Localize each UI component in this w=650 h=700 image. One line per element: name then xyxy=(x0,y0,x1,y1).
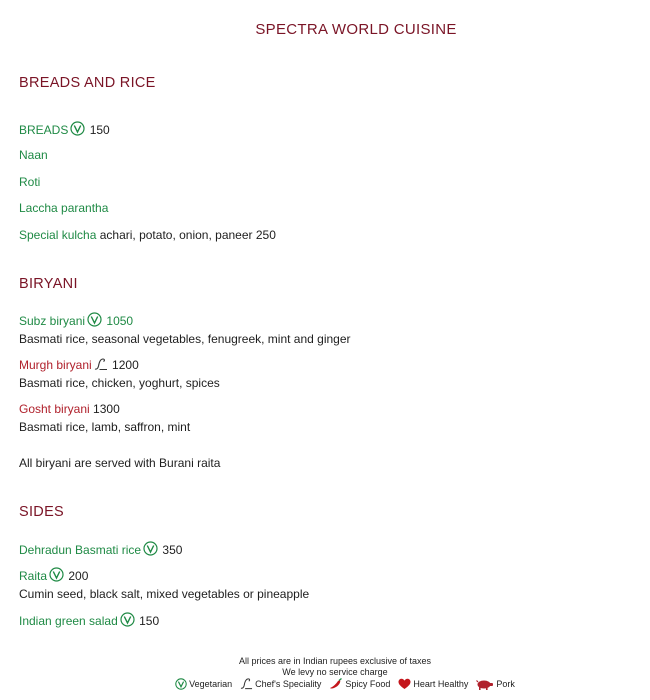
item-price: 150 xyxy=(139,614,160,628)
section-heading-biryani: BIRYANI xyxy=(19,276,78,292)
legend-chef-speciality xyxy=(240,678,321,690)
menu-item-subz-biryani xyxy=(19,312,133,329)
item-price: 200 xyxy=(68,569,89,583)
menu-title: SPECTRA WORLD CUISINE xyxy=(255,21,457,38)
menu-item-special-kulcha xyxy=(19,227,276,243)
section-heading-breads-rice: BREADS AND RICE xyxy=(19,75,156,91)
heart-icon xyxy=(398,678,411,690)
menu-item-indian-green-salad xyxy=(19,612,159,629)
item-description-raita: Cumin seed, black salt, mixed vegetables or pineapple xyxy=(19,587,310,601)
veg-icon xyxy=(87,312,102,327)
menu-item-naan: Naan xyxy=(19,148,48,162)
legend-spicy-food xyxy=(329,678,390,690)
item-name: Special kulcha xyxy=(19,228,97,242)
veg-icon xyxy=(175,678,187,690)
item-name: Subz biryani xyxy=(19,314,86,328)
legend-label: Vegetarian xyxy=(189,679,233,689)
item-price: 350 xyxy=(162,543,183,557)
menu-item-dehradun-basmati-rice xyxy=(19,541,182,558)
menu-item-laccha-parantha: Laccha parantha xyxy=(19,201,109,215)
item-name: Indian green salad xyxy=(19,614,118,628)
item-price: 1200 xyxy=(112,358,139,372)
item-description-murgh-biryani: Basmati rice, chicken, yoghurt, spices xyxy=(19,376,220,390)
menu-item-gosht-biryani xyxy=(19,401,120,417)
item-description-subz-biryani: Basmati rice, seasonal vegetables, fenugreek, mint and ginger xyxy=(19,332,351,346)
veg-icon xyxy=(49,567,64,582)
footer-legend xyxy=(0,678,650,690)
item-name: Gosht biryani xyxy=(19,402,90,416)
legend-label: Heart Healthy xyxy=(413,679,469,689)
item-description: achari, potato, onion, paneer 250 xyxy=(99,228,276,242)
item-name: Raita xyxy=(19,569,48,583)
item-name: BREADS xyxy=(19,123,69,137)
legend-vegetarian xyxy=(175,678,232,690)
legend-label: Pork xyxy=(496,679,515,689)
legend-label: Spicy Food xyxy=(345,679,391,689)
veg-icon xyxy=(143,541,158,556)
footer-service-note: We levy no service charge xyxy=(282,667,388,677)
menu-item-breads xyxy=(19,121,110,138)
item-name: Dehradun Basmati rice xyxy=(19,543,142,557)
chef-speciality-icon xyxy=(240,678,253,690)
menu-item-murgh-biryani xyxy=(19,357,139,373)
pork-icon xyxy=(476,679,494,690)
legend-heart-healthy xyxy=(398,678,468,690)
section-heading-sides: SIDES xyxy=(19,504,65,520)
legend-label: Chef's Speciality xyxy=(255,679,322,689)
legend-pork xyxy=(476,679,515,690)
item-price: 1050 xyxy=(106,314,134,328)
biryani-note: All biryani are served with Burani raita xyxy=(19,456,221,470)
chef-speciality-icon xyxy=(94,358,108,371)
veg-icon xyxy=(120,612,135,627)
item-price: 1300 xyxy=(93,402,120,416)
menu-item-raita xyxy=(19,567,88,584)
footer-tax-note: All prices are in Indian rupees exclusive of taxes xyxy=(238,656,432,666)
menu-item-roti: Roti xyxy=(19,175,41,189)
spicy-icon xyxy=(329,678,343,690)
item-description-gosht-biryani: Basmati rice, lamb, saffron, mint xyxy=(19,420,191,434)
item-price: 150 xyxy=(89,123,110,137)
veg-icon xyxy=(70,121,85,136)
item-name: Murgh biryani xyxy=(19,358,92,372)
